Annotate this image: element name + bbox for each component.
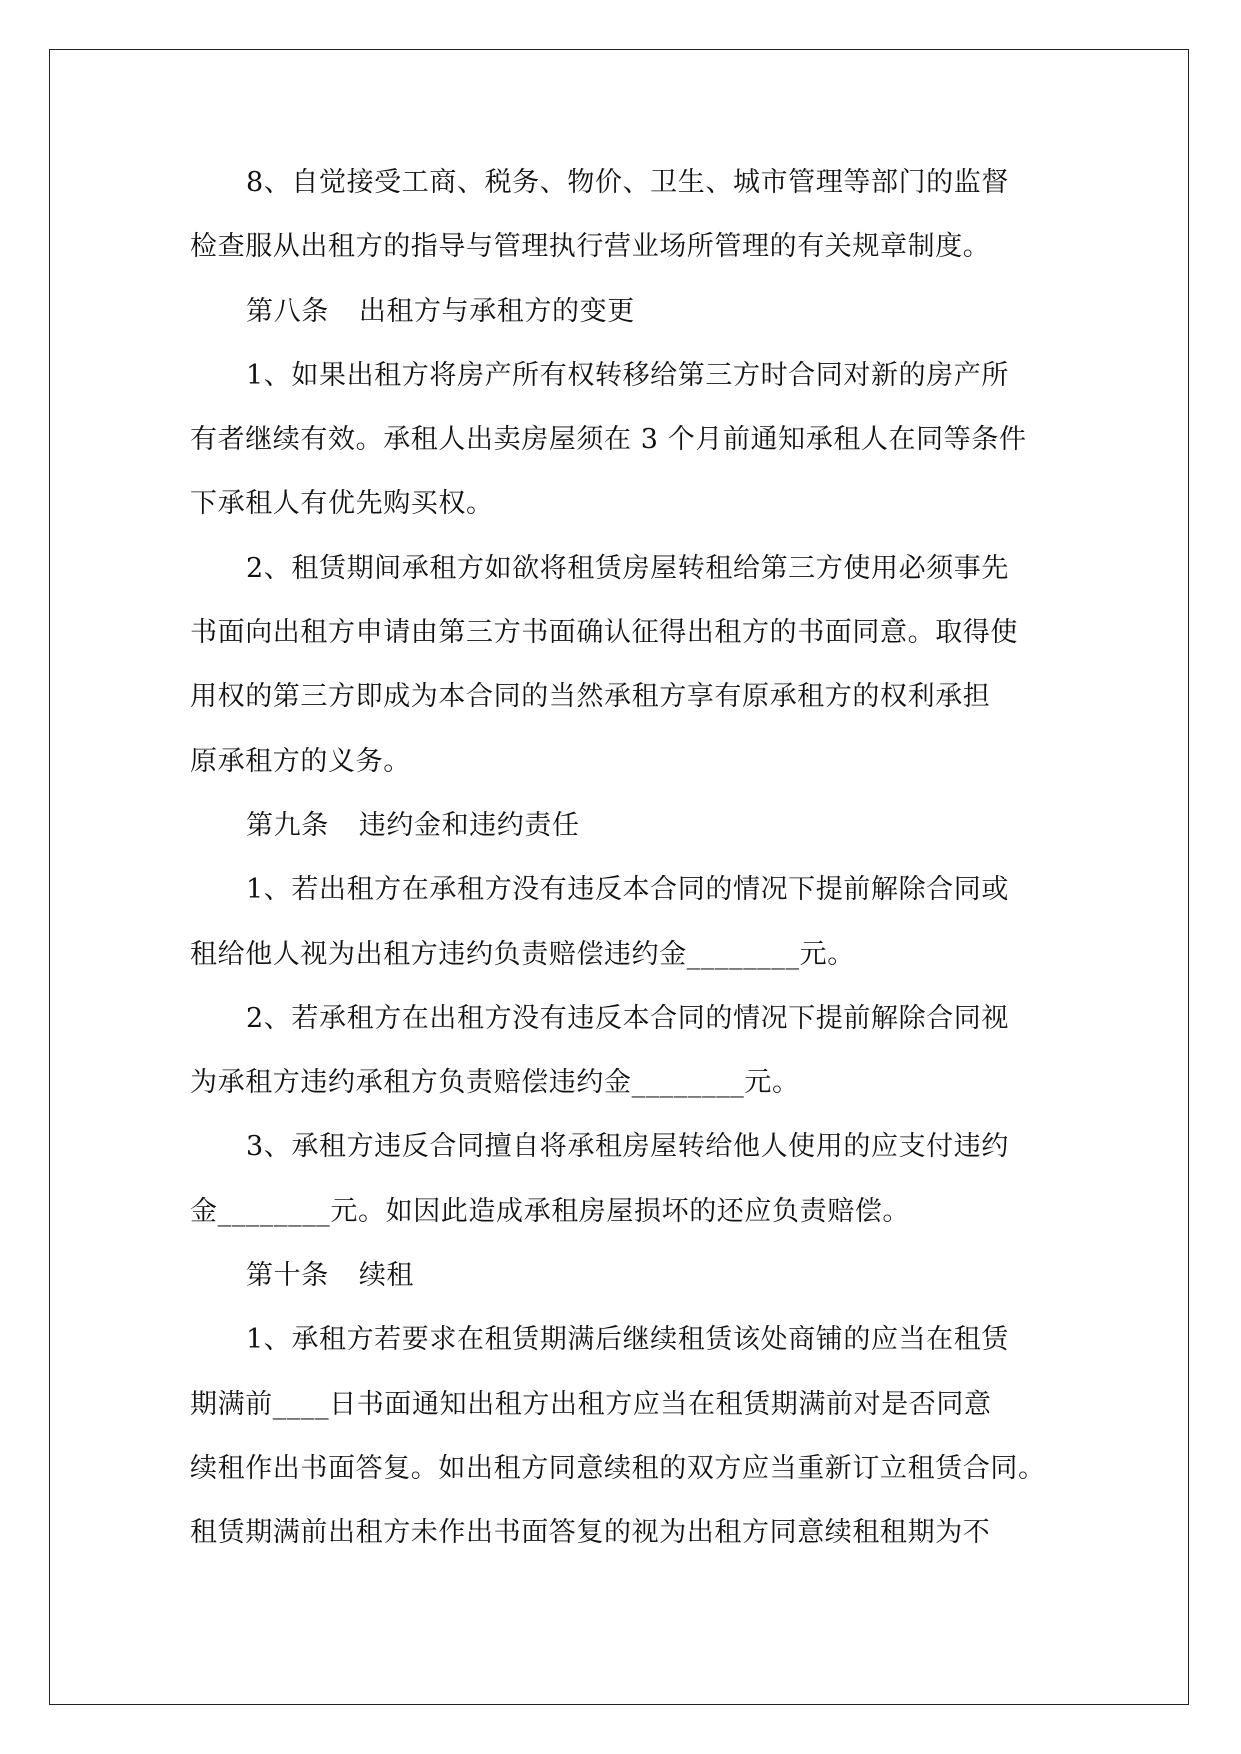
paragraph-line: 2、若承租方在出租方没有违反本合同的情况下提前解除合同视 — [246, 1002, 1009, 1034]
paragraph-line: 1、承租方若要求在租赁期满后继续租赁该处商铺的应当在租赁 — [246, 1324, 1009, 1356]
document-body — [190, 158, 1070, 1573]
paragraph-line: 8、自觉接受工商、税务、物价、卫生、城市管理等部门的监督 — [246, 167, 1009, 198]
article-heading — [190, 287, 1070, 351]
paragraph-line: 原承租方的义务。 — [190, 745, 411, 777]
article-title: 违约金和违约责任 — [358, 809, 580, 841]
article-number: 第八条 — [246, 295, 329, 327]
paragraph-line: 租给他人视为出租方违约负责赔偿违约金________元。 — [190, 938, 855, 970]
paragraph-line: 检查服从出租方的指导与管理执行营业场所管理的有关规章制度。 — [190, 231, 991, 263]
paragraph-line: 金________元。如因此造成承租房屋损坏的还应负责赔偿。 — [190, 1195, 910, 1227]
article-heading — [190, 801, 1070, 865]
paragraph-line: 3、承租方违反合同擅自将承租房屋转给他人使用的应支付违约 — [246, 1131, 1009, 1163]
paragraph-line: 书面向出租方申请由第三方书面确认征得出租方的书面同意。取得使 — [190, 617, 1018, 649]
paragraph-line: 期满前____日书面通知出租方出租方应当在租赁期满前对是否同意 — [190, 1388, 992, 1420]
paragraph-line: 1、若出租方在承租方没有违反本合同的情况下提前解除合同或 — [246, 874, 1009, 906]
paragraph-line: 下承租人有优先购买权。 — [190, 488, 494, 520]
article-number: 第九条 — [246, 809, 329, 841]
paragraph-line: 1、如果出租方将房产所有权转移给第三方时合同对新的房产所 — [246, 359, 1009, 391]
paragraph-line: 用权的第三方即成为本合同的当然承租方享有原承租方的权利承担 — [190, 681, 991, 713]
article-heading — [190, 1251, 1070, 1315]
paragraph-line: 为承租方违约承租方负责赔偿违约金________元。 — [190, 1067, 800, 1099]
article-number: 第十条 — [246, 1260, 329, 1292]
article-title: 出租方与承租方的变更 — [358, 295, 635, 327]
paragraph-line: 2、租赁期间承租方如欲将租赁房屋转租给第三方使用必须事先 — [246, 552, 1009, 584]
paragraph-line: 有者继续有效。承租人出卖房屋须在 3 个月前通知承租人在同等条件 — [190, 424, 1027, 456]
paragraph-line: 租赁期满前出租方未作出书面答复的视为出租方同意续租租期为不 — [190, 1517, 991, 1549]
article-title: 续租 — [358, 1260, 415, 1292]
paragraph-line: 续租作出书面答复。如出租方同意续租的双方应当重新订立租赁合同。 — [190, 1452, 1046, 1484]
